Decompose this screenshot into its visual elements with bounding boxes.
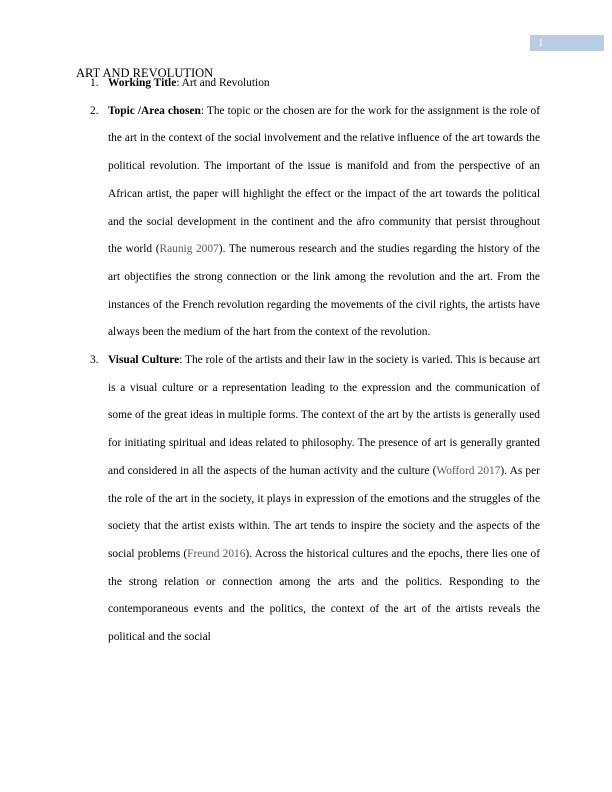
list-item-term: Topic /Area chosen <box>108 104 201 117</box>
list-item-visual-culture <box>90 347 541 652</box>
list-item-term: Working Title <box>108 77 177 89</box>
list-item-term: Visual Culture <box>108 354 180 367</box>
list-item-text: ). Across the historical cultures and the epochs, there lies one of the strong relation or connection among the arts and the politics. Responding to the contemporaneous events and the politics, the context of the art of the artists reveals the political and the social <box>108 547 540 644</box>
list-item-text: ). As per the role of the art in the society, it plays in expression of the emotions and the struggles of the society that the artist exists within. The art tends to inspire the society and the aspects of the social problems ( <box>108 464 540 560</box>
page-number: 1 <box>530 35 604 51</box>
list-item-topic <box>90 98 541 347</box>
list-item-text: : The topic or the chosen are for the work for the assignment is the role of the art in the context of the social involvement and the relative influence of the art towards the political revolution. The important of the issue is manifold and from the perspective of an African artist, the paper will highlight the effect or the impact of the art towards the political and the social development in the continent and the afro community that persist throughout the world ( <box>108 104 541 256</box>
list-item-text: : Art and Revolution <box>176 77 270 89</box>
list-item-working-title <box>90 70 540 98</box>
citation: Wofford 2017 <box>436 464 501 477</box>
list-item-number: 2. <box>90 104 99 117</box>
list-item-text: : The role of the artists and their law in the society is varied. This is because art is a visual culture or a representation leading to the expression and the communication of some of the great ideas in multiple forms. The context of the art by the artists is generally used for initiating spiritual and ideas related to philosophy. The presence of art is generally granted and considered in all the aspects of the human activity and the culture ( <box>108 354 541 477</box>
numbered-list <box>90 70 541 652</box>
citation: Freund 2016 <box>187 547 246 560</box>
citation: Raunig 2007 <box>159 243 219 256</box>
list-item-number: 3. <box>90 354 99 367</box>
list-item-text: ). The numerous research and the studies regarding the history of the art objectifies the strong connection or the link among the revolution and the art. From the instances of the French revolution regarding the movements of the civil rights, the artists have always been the medium of the hart from the context of the revolution. <box>108 243 540 339</box>
running-head: ART AND REVOLUTION <box>76 66 214 80</box>
list-item-number: 1. <box>90 77 99 89</box>
